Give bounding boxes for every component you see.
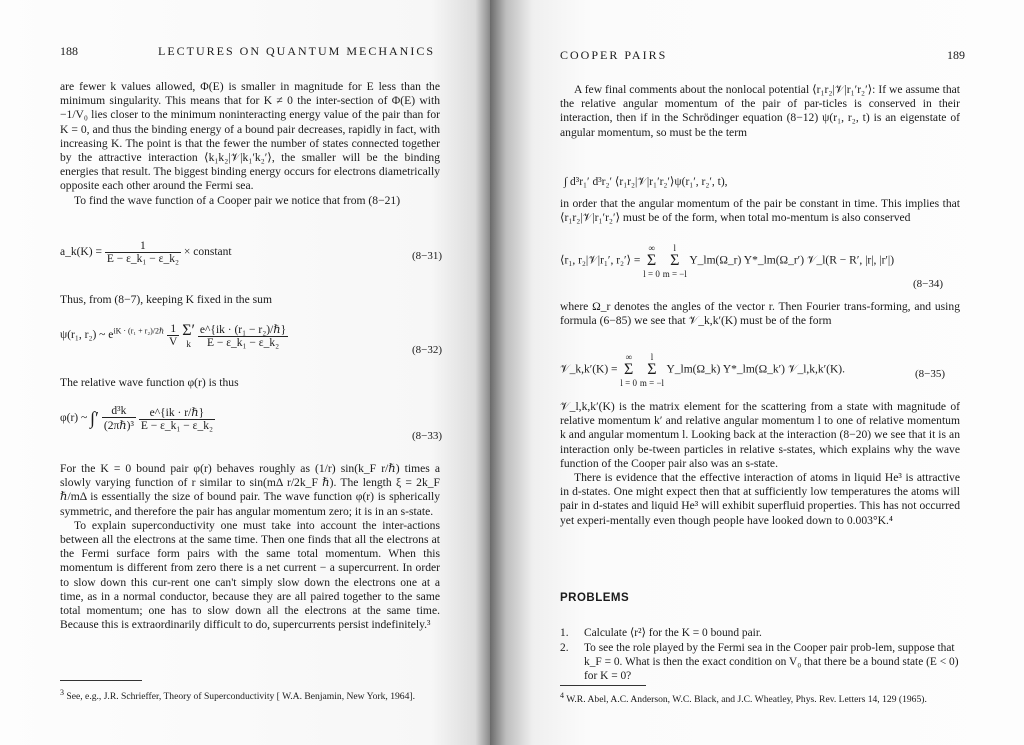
paragraph: where Ω_r denotes the angles of the vector r. Then Fourier trans-forming, and using formula (6−85) we see that 𝒱_k,k′(K) must be of the form: [560, 300, 960, 328]
footnote: [60, 684, 440, 705]
equation-integral: ∫ d³r₁′ d³r₂′ ⟨r₁r₂|𝒱|r₁′r₂′⟩ψ(r₁′, r₂′, t),: [564, 176, 728, 188]
fraction: [198, 322, 288, 349]
equation-lhs: a_k(K) =: [60, 246, 102, 259]
numerator: d³k: [102, 405, 136, 418]
footnote-text: See, e.g., J.R. Schrieffer, Theory of Superconductivity [ W.A. Benjamin, New York, 1964].: [66, 691, 415, 703]
left-page: [0, 0, 490, 745]
denominator: E − ε_k₁ − ε_k₂: [106, 253, 179, 265]
paragraph: There is evidence that the effective interaction of atoms in liquid He³ is attractive in d-states. One might expect then that at sufficiently low temperatures the atoms will pair in d-states and liquid He³ will exhibit superfluid properties. This has not occurred yet experi-mentally even though people have looked down to 0.003°K.⁴: [560, 471, 960, 527]
denominator: E − ε_k₁ − ε_k₂: [140, 420, 213, 432]
sum-upper: l: [673, 243, 677, 253]
denominator: (2πℏ)³: [103, 420, 134, 432]
numerator: 1: [167, 323, 179, 336]
numerator: e^{ik · (r₁ − r₂)/ℏ}: [199, 324, 287, 336]
equation-8-34: [560, 243, 894, 279]
paragraph: 𝒱_l,k,k′(K) is the matrix element for the scattering from a state with magnitude of relative momentum k′ and relative angular momentum l to one of relative momentum k and angular momentum l. Looking back at the interaction (8−20) we see that it is an interaction only be-tween particles in relative s-states, which explains why the wave function of the Cooper pair also was an s-state.: [560, 400, 960, 470]
equation-lhs: 𝒱_k,k′(K) =: [560, 363, 618, 376]
footnote-rule: [560, 685, 646, 686]
problem-number: 1.: [560, 627, 569, 639]
sum-lower: m = −l: [639, 378, 665, 388]
equation-number: (8−35): [915, 368, 946, 380]
fraction: [139, 405, 215, 432]
equation-number: (8−33): [412, 430, 443, 442]
sum-symbol: Σ′ k: [182, 321, 196, 349]
fraction: [105, 240, 181, 265]
equation-8-31: [60, 240, 232, 265]
paragraph: are fewer k values allowed, Φ(E) is smaller in magnitude for E less than the minimum singularity. This means that for K ≠ 0 the inter-section of Φ(E) with −1/V₀ lies closer to the minimum noninteracting energy value of the pair than for K = 0, and thus the binding energy of a bound pair decreases, rapidly in fact, with increasing K. The point is that the fewer the number of states connected together by the attractive interaction ⟨k₁k₂|𝒱|k₁′k₂′⟩, the smaller will be the binding energies that result. The biggest binding energy occurs for electrons diametrically opposite each other around the Fermi sea.: [60, 80, 440, 193]
sum-lower: l = 0: [643, 269, 660, 279]
footnote-text: W.R. Abel, A.C. Anderson, W.C. Black, and J.C. Wheatley, Phys. Rev. Letters 14, 129 (1965).: [566, 694, 927, 706]
problems-heading: PROBLEMS: [560, 592, 630, 604]
equation-8-32: [60, 322, 288, 349]
footnote-mark: 3: [60, 688, 64, 697]
numerator: 1: [105, 240, 181, 253]
equation-rhs: Y_lm(Ω_k) Y*_lm(Ω_k′) 𝒱_l,k,k′(K).: [666, 363, 846, 376]
running-head: COOPER PAIRS: [560, 48, 668, 62]
problem-item: [560, 626, 962, 640]
sum-upper: ∞: [625, 352, 632, 362]
paragraph: To explain superconductivity one must take into account the inter-actions between all the electrons at the same time. Then one finds that all the electrons at the Fermi surface form pairs with the same total momentum. When this momentum is different from zero there is a net current − a supercurrent. In order to slow down this cur-rent one can't simply slow down the electrons one at a time, as in a normal conductor, because they are all paired together to the same total momentum; one has to slow down all the electrons at the same time. Because this is extraordinarily difficult to do, supercurrents persist indefinitely.³: [60, 518, 440, 632]
paragraph: in order that the angular momentum of the pair be constant in time. This implies that ⟨r₁r₂|𝒱|r₁′r₂′⟩ must be of the form, when total mo-mentum is also conserved: [560, 197, 960, 225]
equation-8-33: [60, 405, 215, 432]
equation-tail: × constant: [183, 246, 232, 259]
right-page: [490, 0, 1024, 745]
equation-number: (8−31): [412, 250, 443, 262]
sum-symbol: ∞ Σ l = 0: [643, 243, 660, 279]
problem-text: To see the role played by the Fermi sea in the Cooper pair prob-lem, suppose that k_F = 0. What is then the exact condition on V₀ that there be a bound state (E < 0) for K = 0?: [584, 642, 959, 682]
problem-item: [560, 641, 962, 683]
denominator: V: [169, 336, 178, 348]
sum-index: k: [186, 338, 191, 349]
fraction: [167, 323, 179, 348]
integral-sign: ∫′: [90, 408, 99, 428]
sum-upper: l: [650, 352, 654, 362]
numerator: e^{ik · r/ℏ}: [139, 405, 215, 420]
equation-lhs: ψ(r₁, r₂) ~ e: [60, 329, 114, 342]
page-number: 189: [947, 48, 965, 62]
sum-symbol: l Σ m = −l: [662, 243, 687, 279]
left-body-bottom: [60, 462, 440, 632]
equation-lhs: φ(r) ~: [60, 412, 88, 425]
equation-number: (8−32): [412, 344, 443, 356]
sum-lower: l = 0: [620, 378, 637, 388]
equation-rhs: Y_lm(Ω_r) Y*_lm(Ω_r′) 𝒱_l(R − R′, |r|, |r′|): [689, 254, 895, 267]
exponent: iK · (r₁ + r₂)/2ℏ: [113, 326, 165, 336]
running-head: LECTURES ON QUANTUM MECHANICS: [158, 44, 436, 58]
sum-symbol: ∞ Σ l = 0: [620, 352, 637, 388]
problem-text: Calculate ⟨r²⟩ for the K = 0 bound pair.: [584, 627, 762, 639]
equation-lhs: ⟨r₁, r₂|𝒱|r₁′, r₂′⟩ =: [560, 254, 641, 267]
paragraph: The relative wave function φ(r) is thus: [60, 376, 239, 389]
equation-number: (8−34): [913, 278, 944, 290]
paragraph: To find the wave function of a Cooper pair we notice that from (8−21): [74, 193, 401, 207]
page-number: 188: [60, 44, 78, 58]
footnote-mark: 4: [560, 691, 564, 700]
right-body: [560, 400, 960, 528]
footnote: [560, 687, 960, 708]
sum-lower: m = −l: [662, 269, 687, 279]
denominator: E − ε_k₁ − ε_k₂: [206, 337, 280, 349]
left-body-top: [60, 80, 440, 208]
sum-symbol: l Σ m = −l: [639, 352, 665, 388]
paragraph: Thus, from (8−7), keeping K fixed in the sum: [60, 293, 272, 306]
paragraph: A few final comments about the nonlocal potential ⟨r₁r₂|𝒱|r₁′r₂′⟩: If we assume that the relative angular momentum of the pair of par-ticles is conserved in their interaction, then if in the Schrödinger equation (8−12) ψ(r₁, r₂, t) is an eigenstate of angular momentum, so must be the term: [560, 83, 960, 139]
problem-number: 2.: [560, 642, 569, 654]
fraction: [102, 405, 136, 432]
equation-8-35: [560, 352, 845, 388]
paragraph: For the K = 0 bound pair φ(r) behaves roughly as (1/r) sin(k_F r/ℏ) times a slowly varying function of r similar to sin(mΔ r/2k_F ℏ). The length ξ = 2k_F ℏ/mΔ is essentially the size of bound pair. The wave function φ(r) is spherically symmetric, and therefore the pair has angular momentum zero; it is in an s-state.: [60, 462, 440, 518]
footnote-rule: [60, 680, 142, 681]
sum-upper: ∞: [648, 243, 655, 253]
